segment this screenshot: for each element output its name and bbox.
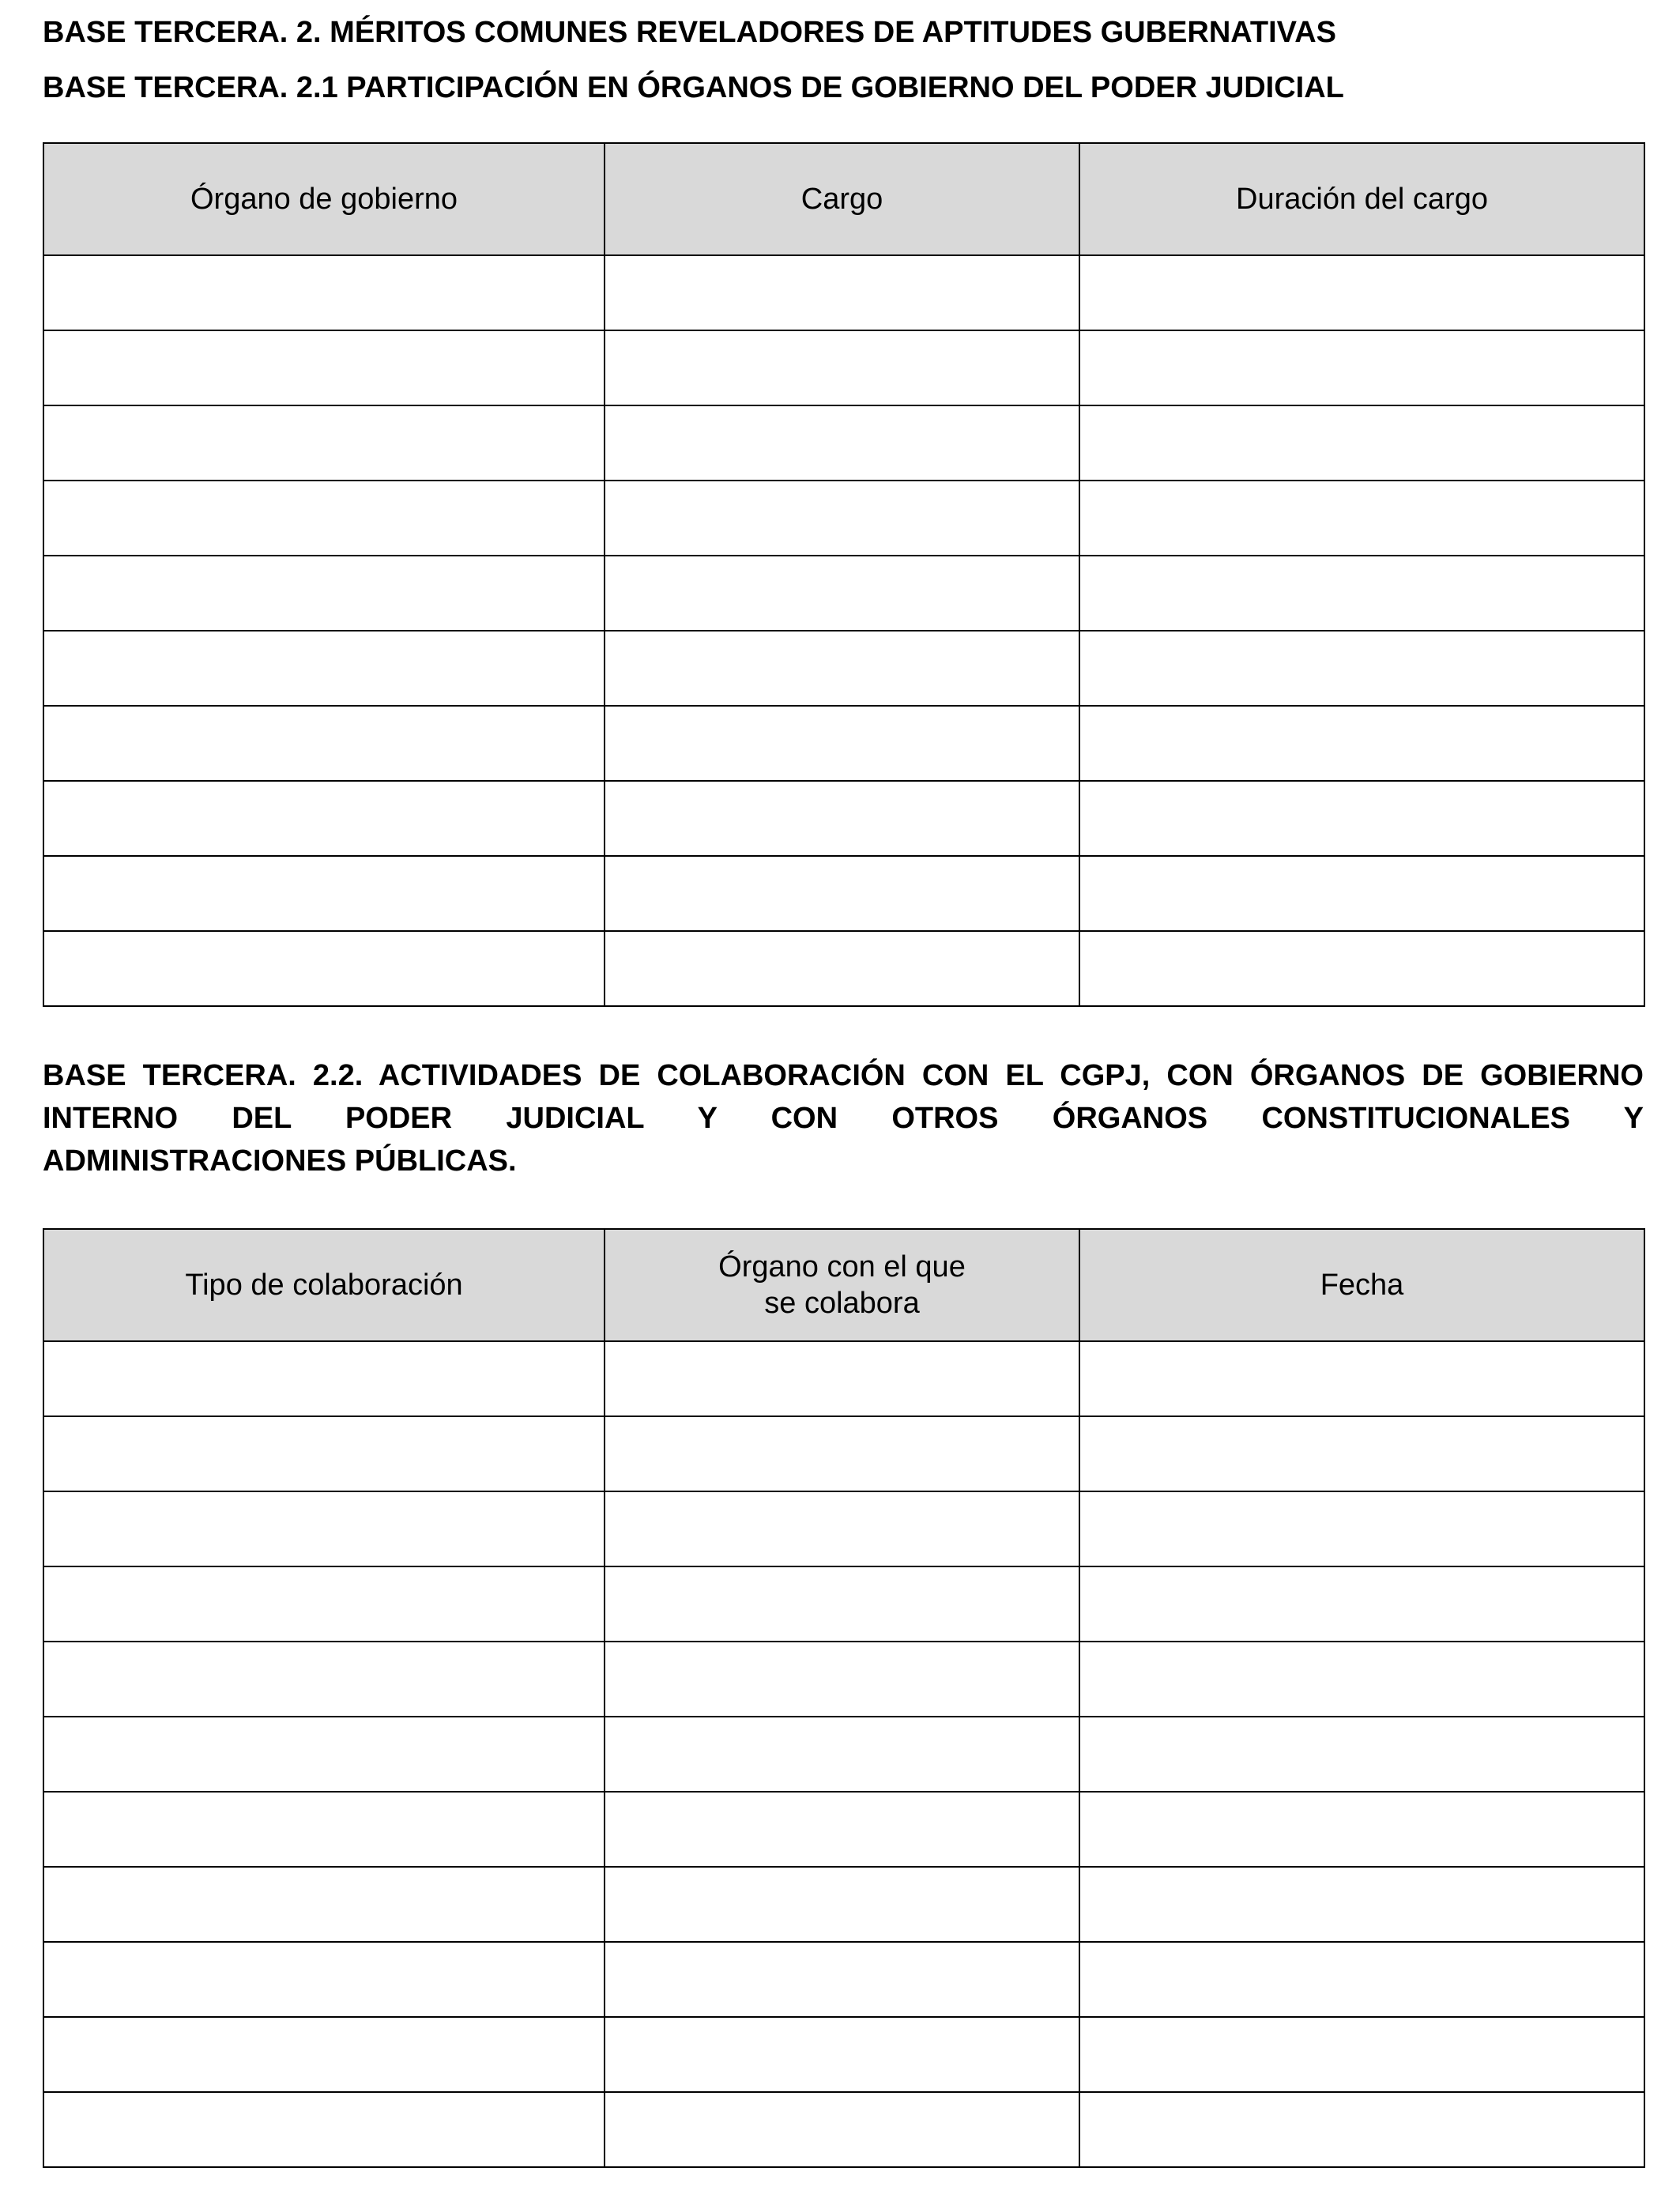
table-cell[interactable] <box>1079 1341 1644 1416</box>
table-cell[interactable] <box>605 1416 1079 1491</box>
table-cell[interactable] <box>1079 1416 1644 1491</box>
table-cell[interactable] <box>1079 481 1644 556</box>
table-row <box>43 1491 1644 1566</box>
table-row <box>43 631 1644 706</box>
table-cell[interactable] <box>605 1566 1079 1642</box>
table-cell[interactable] <box>605 405 1079 481</box>
table-cell[interactable] <box>1079 255 1644 330</box>
table-row <box>43 1867 1644 1942</box>
table-cell[interactable] <box>43 931 605 1006</box>
table-cell[interactable] <box>43 1416 605 1491</box>
table-cell[interactable] <box>43 405 605 481</box>
table-cell[interactable] <box>1079 706 1644 781</box>
table-header-row <box>43 143 1644 255</box>
table-cell[interactable] <box>605 2092 1079 2167</box>
table-row <box>43 556 1644 631</box>
table-cell[interactable] <box>1079 1792 1644 1867</box>
table-cell[interactable] <box>605 1642 1079 1717</box>
table-cell[interactable] <box>1079 556 1644 631</box>
collaboration-activities-table <box>43 1228 1645 2168</box>
table-cell[interactable] <box>43 706 605 781</box>
table-cell[interactable] <box>43 481 605 556</box>
governing-bodies-table <box>43 142 1645 1007</box>
table-cell[interactable] <box>43 1642 605 1717</box>
table-row <box>43 856 1644 931</box>
section-2-2-heading-line-1: BASE TERCERA. 2.2. ACTIVIDADES DE COLABORACIÓN CON EL CGPJ, CON ÓRGANOS DE GOBIERNO <box>43 1059 1644 1092</box>
table-cell[interactable] <box>43 1566 605 1642</box>
section-2-1-heading: BASE TERCERA. 2.1 PARTICIPACIÓN EN ÓRGANOS DE GOBIERNO DEL PODER JUDICIAL <box>43 71 1344 104</box>
table-cell[interactable] <box>1079 2017 1644 2092</box>
table-cell[interactable] <box>605 1942 1079 2017</box>
table-cell[interactable] <box>43 1717 605 1792</box>
table-cell[interactable] <box>43 631 605 706</box>
table-cell[interactable] <box>1079 1491 1644 1566</box>
table-cell[interactable] <box>1079 2092 1644 2167</box>
table-cell[interactable] <box>43 856 605 931</box>
table-cell[interactable] <box>43 1341 605 1416</box>
table-cell[interactable] <box>43 2017 605 2092</box>
governing-bodies-table-body <box>43 255 1644 1006</box>
table-row <box>43 405 1644 481</box>
table-cell[interactable] <box>605 781 1079 856</box>
table-cell[interactable] <box>1079 405 1644 481</box>
table-row <box>43 781 1644 856</box>
table-cell[interactable] <box>43 1491 605 1566</box>
table-cell[interactable] <box>43 781 605 856</box>
table-row <box>43 1566 1644 1642</box>
table-cell[interactable] <box>1079 1942 1644 2017</box>
table-cell[interactable] <box>605 1491 1079 1566</box>
table-cell[interactable] <box>605 706 1079 781</box>
table-cell[interactable] <box>1079 1717 1644 1792</box>
table-row <box>43 2017 1644 2092</box>
table-cell[interactable] <box>605 556 1079 631</box>
table-cell[interactable] <box>1079 856 1644 931</box>
table-cell[interactable] <box>43 1867 605 1942</box>
table-cell[interactable] <box>43 2092 605 2167</box>
table-row <box>43 2092 1644 2167</box>
table-cell[interactable] <box>605 2017 1079 2092</box>
table-row <box>43 1642 1644 1717</box>
table-cell[interactable] <box>605 1792 1079 1867</box>
table-cell[interactable] <box>1079 1566 1644 1642</box>
table-cell[interactable] <box>605 255 1079 330</box>
column-header-fecha: Fecha <box>1079 1229 1644 1341</box>
table-cell[interactable] <box>605 1717 1079 1792</box>
table-row <box>43 931 1644 1006</box>
table-cell[interactable] <box>605 1867 1079 1942</box>
table-cell[interactable] <box>605 856 1079 931</box>
table-cell[interactable] <box>43 1942 605 2017</box>
table-cell[interactable] <box>43 330 605 405</box>
column-header-duracion-del-cargo: Duración del cargo <box>1079 143 1644 255</box>
collaboration-activities-table-body <box>43 1341 1644 2167</box>
table-cell[interactable] <box>605 631 1079 706</box>
table-cell[interactable] <box>1079 1867 1644 1942</box>
column-header-organo-colaborador: Órgano con el que se colabora <box>605 1229 1079 1341</box>
table-cell[interactable] <box>1079 330 1644 405</box>
table-row <box>43 1792 1644 1867</box>
table-cell[interactable] <box>1079 1642 1644 1717</box>
table-cell[interactable] <box>605 481 1079 556</box>
table-row <box>43 706 1644 781</box>
section-2-heading: BASE TERCERA. 2. MÉRITOS COMUNES REVELADORES DE APTITUDES GUBERNATIVAS <box>43 16 1336 49</box>
table-cell[interactable] <box>43 255 605 330</box>
table-header-row <box>43 1229 1644 1341</box>
section-2-2-heading-line-3: ADMINISTRACIONES PÚBLICAS. <box>43 1144 517 1178</box>
table-row <box>43 1341 1644 1416</box>
table-row <box>43 330 1644 405</box>
table-row <box>43 1942 1644 2017</box>
table-row <box>43 481 1644 556</box>
table-cell[interactable] <box>1079 931 1644 1006</box>
column-header-organo-de-gobierno: Órgano de gobierno <box>43 143 605 255</box>
table-row <box>43 1717 1644 1792</box>
table-cell[interactable] <box>43 1792 605 1867</box>
section-2-2-heading-line-2: INTERNO DEL PODER JUDICIAL Y CON OTROS ÓRGANOS CONSTITUCIONALES Y <box>43 1102 1644 1135</box>
column-header-cargo: Cargo <box>605 143 1079 255</box>
table-cell[interactable] <box>605 330 1079 405</box>
table-row <box>43 255 1644 330</box>
table-cell[interactable] <box>605 1341 1079 1416</box>
table-cell[interactable] <box>605 931 1079 1006</box>
section-2-2-heading <box>43 1054 1644 1182</box>
table-row <box>43 1416 1644 1491</box>
column-header-tipo-de-colaboracion: Tipo de colaboración <box>43 1229 605 1341</box>
table-cell[interactable] <box>1079 781 1644 856</box>
table-cell[interactable] <box>1079 631 1644 706</box>
table-cell[interactable] <box>43 556 605 631</box>
